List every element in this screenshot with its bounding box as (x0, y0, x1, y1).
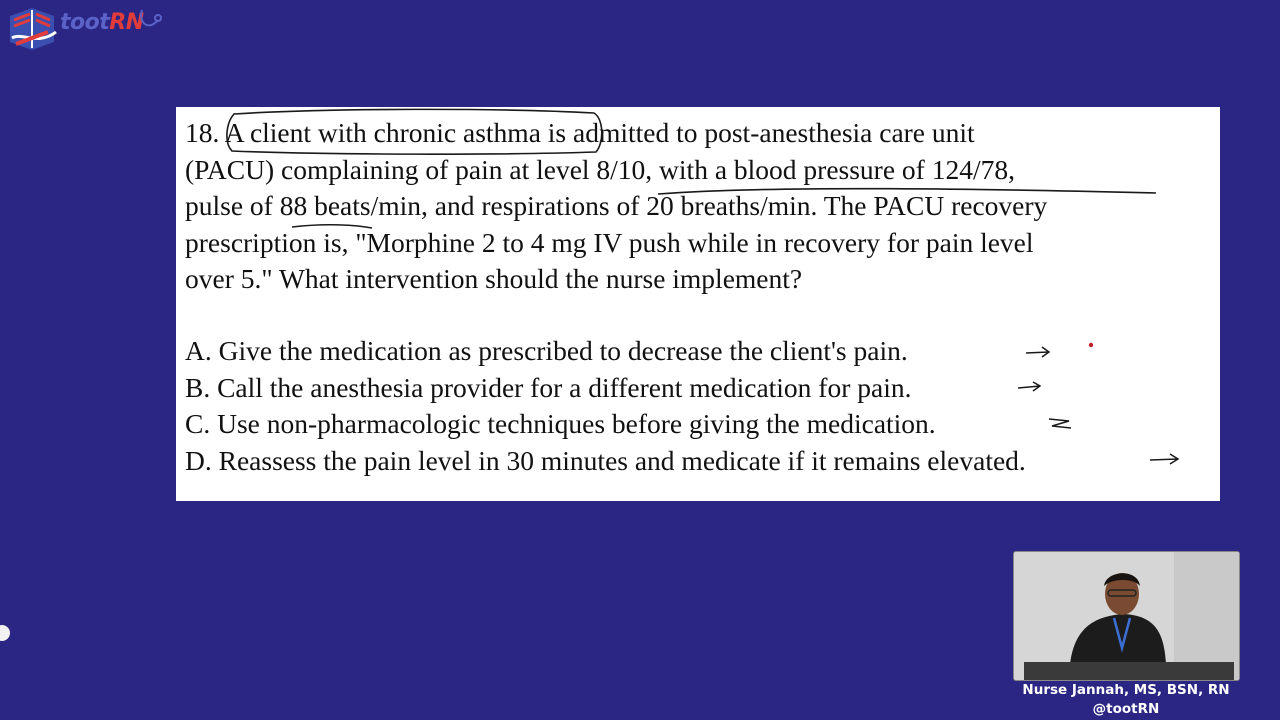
option-a[interactable]: A. Give the medication as prescribed to decrease the client's pain. (185, 335, 908, 366)
question-line: pulse of 88 beats/min, and respirations of 20 breaths/min. The PACU recovery (185, 190, 1048, 222)
presenter-name: Nurse Jannah, MS, BSN, RN (1022, 682, 1230, 698)
presenter-handle: @tootRN (1092, 701, 1160, 717)
logo-text-rn: RN (109, 10, 144, 35)
presenter-webcam (1013, 551, 1240, 681)
book-logo-icon (4, 2, 64, 54)
option-c[interactable]: C. Use non-pharmacologic techniques before giving the medication. (185, 408, 936, 440)
question-card (176, 107, 1220, 501)
question-line: prescription is, "Morphine 2 to 4 mg IV push while in recovery for pain level (185, 226, 1034, 258)
presenter-video-icon (1014, 552, 1239, 680)
logo-text-toot: toot (60, 10, 110, 35)
question-line: 18. A client with chronic asthma is admitted to post-anesthesia care unit (185, 117, 975, 148)
stethoscope-icon (138, 8, 162, 38)
answer-options (185, 333, 1205, 479)
question-line: over 5." What intervention should the nurse implement? (185, 263, 803, 295)
option-b[interactable]: B. Call the anesthesia provider for a different medication for pain. (185, 371, 912, 403)
tootrn-logo (4, 2, 164, 54)
option-d[interactable]: D. Reassess the pain level in 30 minutes and medicate if it remains elevated. (185, 444, 1026, 476)
pointer-icon (0, 625, 10, 641)
logo-wordmark (60, 10, 144, 35)
question-text (185, 115, 1205, 298)
presenter-caption (1000, 681, 1252, 719)
question-line: (PACU) complaining of pain at level 8/10, with a blood pressure of 124/78, (185, 153, 1015, 185)
